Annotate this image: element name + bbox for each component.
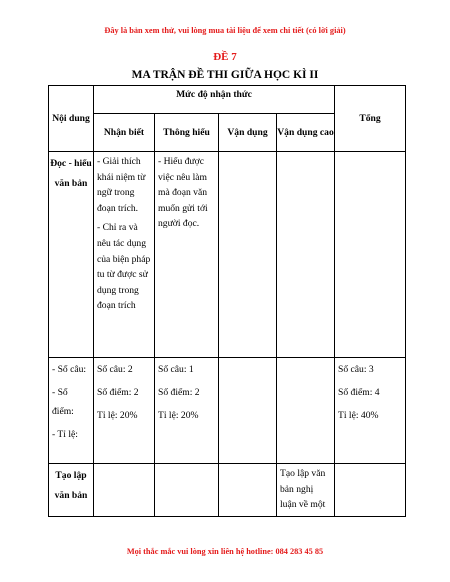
header-comprehension: Thông hiểu xyxy=(155,114,219,152)
header-recognition: Nhận biết xyxy=(94,114,155,152)
cell-stats-high-application xyxy=(277,358,335,464)
header-levels: Mức độ nhận thức xyxy=(94,86,335,114)
document-title: MA TRẬN ĐỀ THI GIỮA HỌC KÌ II xyxy=(131,69,319,81)
reading-recognition-item-1: - Giải thích khái niệm từ ngữ trong đoạn trích. xyxy=(97,156,146,214)
cell-stats-application xyxy=(219,358,277,464)
exam-matrix-table xyxy=(48,85,406,517)
exam-number: ĐỀ 7 xyxy=(213,51,237,63)
cell-reading-total xyxy=(335,152,406,358)
preview-notice: Đây là bản xem thử, vui lòng mua tài liệu để xem chi tiết (có lời giải) xyxy=(104,26,346,35)
row-label-writing: Tạo lập văn bản xyxy=(49,464,94,517)
header-content: Nội dung xyxy=(49,86,94,152)
cell-reading-application xyxy=(219,152,277,358)
cell-reading-recognition xyxy=(94,152,155,358)
row-label-reading: Đọc - hiểu văn bản xyxy=(49,152,94,358)
cell-reading-high-application xyxy=(277,152,335,358)
header-application: Vận dụng xyxy=(219,114,277,152)
reading-comprehension-item: - Hiểu được việc nêu làm mà đoạn văn muốn gửi tới người đọc. xyxy=(158,156,208,230)
cell-reading-comprehension xyxy=(155,152,219,358)
footer-hotline: Mọi thắc mắc vui lòng xin liên hệ hotline: 084 283 45 85 xyxy=(126,547,324,556)
cell-stats-recognition: Số câu: 2 Số điểm: 2 Tỉ lệ: 20% xyxy=(94,358,155,464)
cell-stats-total: Số câu: 3 Số điểm: 4 Tỉ lệ: 40% xyxy=(335,358,406,464)
cell-writing-total xyxy=(335,464,406,517)
header-high-application: Vận dụng cao xyxy=(277,114,335,152)
cell-writing-high-application: Tạo lập văn bản nghị luận về một xyxy=(277,464,335,517)
cell-writing-comprehension xyxy=(155,464,219,517)
row-label-stats: - Số câu: - Số điểm: - Tỉ lệ: xyxy=(49,358,94,464)
cell-writing-recognition xyxy=(94,464,155,517)
cell-writing-application xyxy=(219,464,277,517)
header-total: Tổng xyxy=(335,86,406,152)
cell-stats-comprehension: Số câu: 1 Số điểm: 2 Tỉ lệ: 20% xyxy=(155,358,219,464)
reading-recognition-item-2: - Chỉ ra và nêu tác dụng của biện pháp tu từ được sử dụng trong đoạn trích xyxy=(97,222,151,312)
